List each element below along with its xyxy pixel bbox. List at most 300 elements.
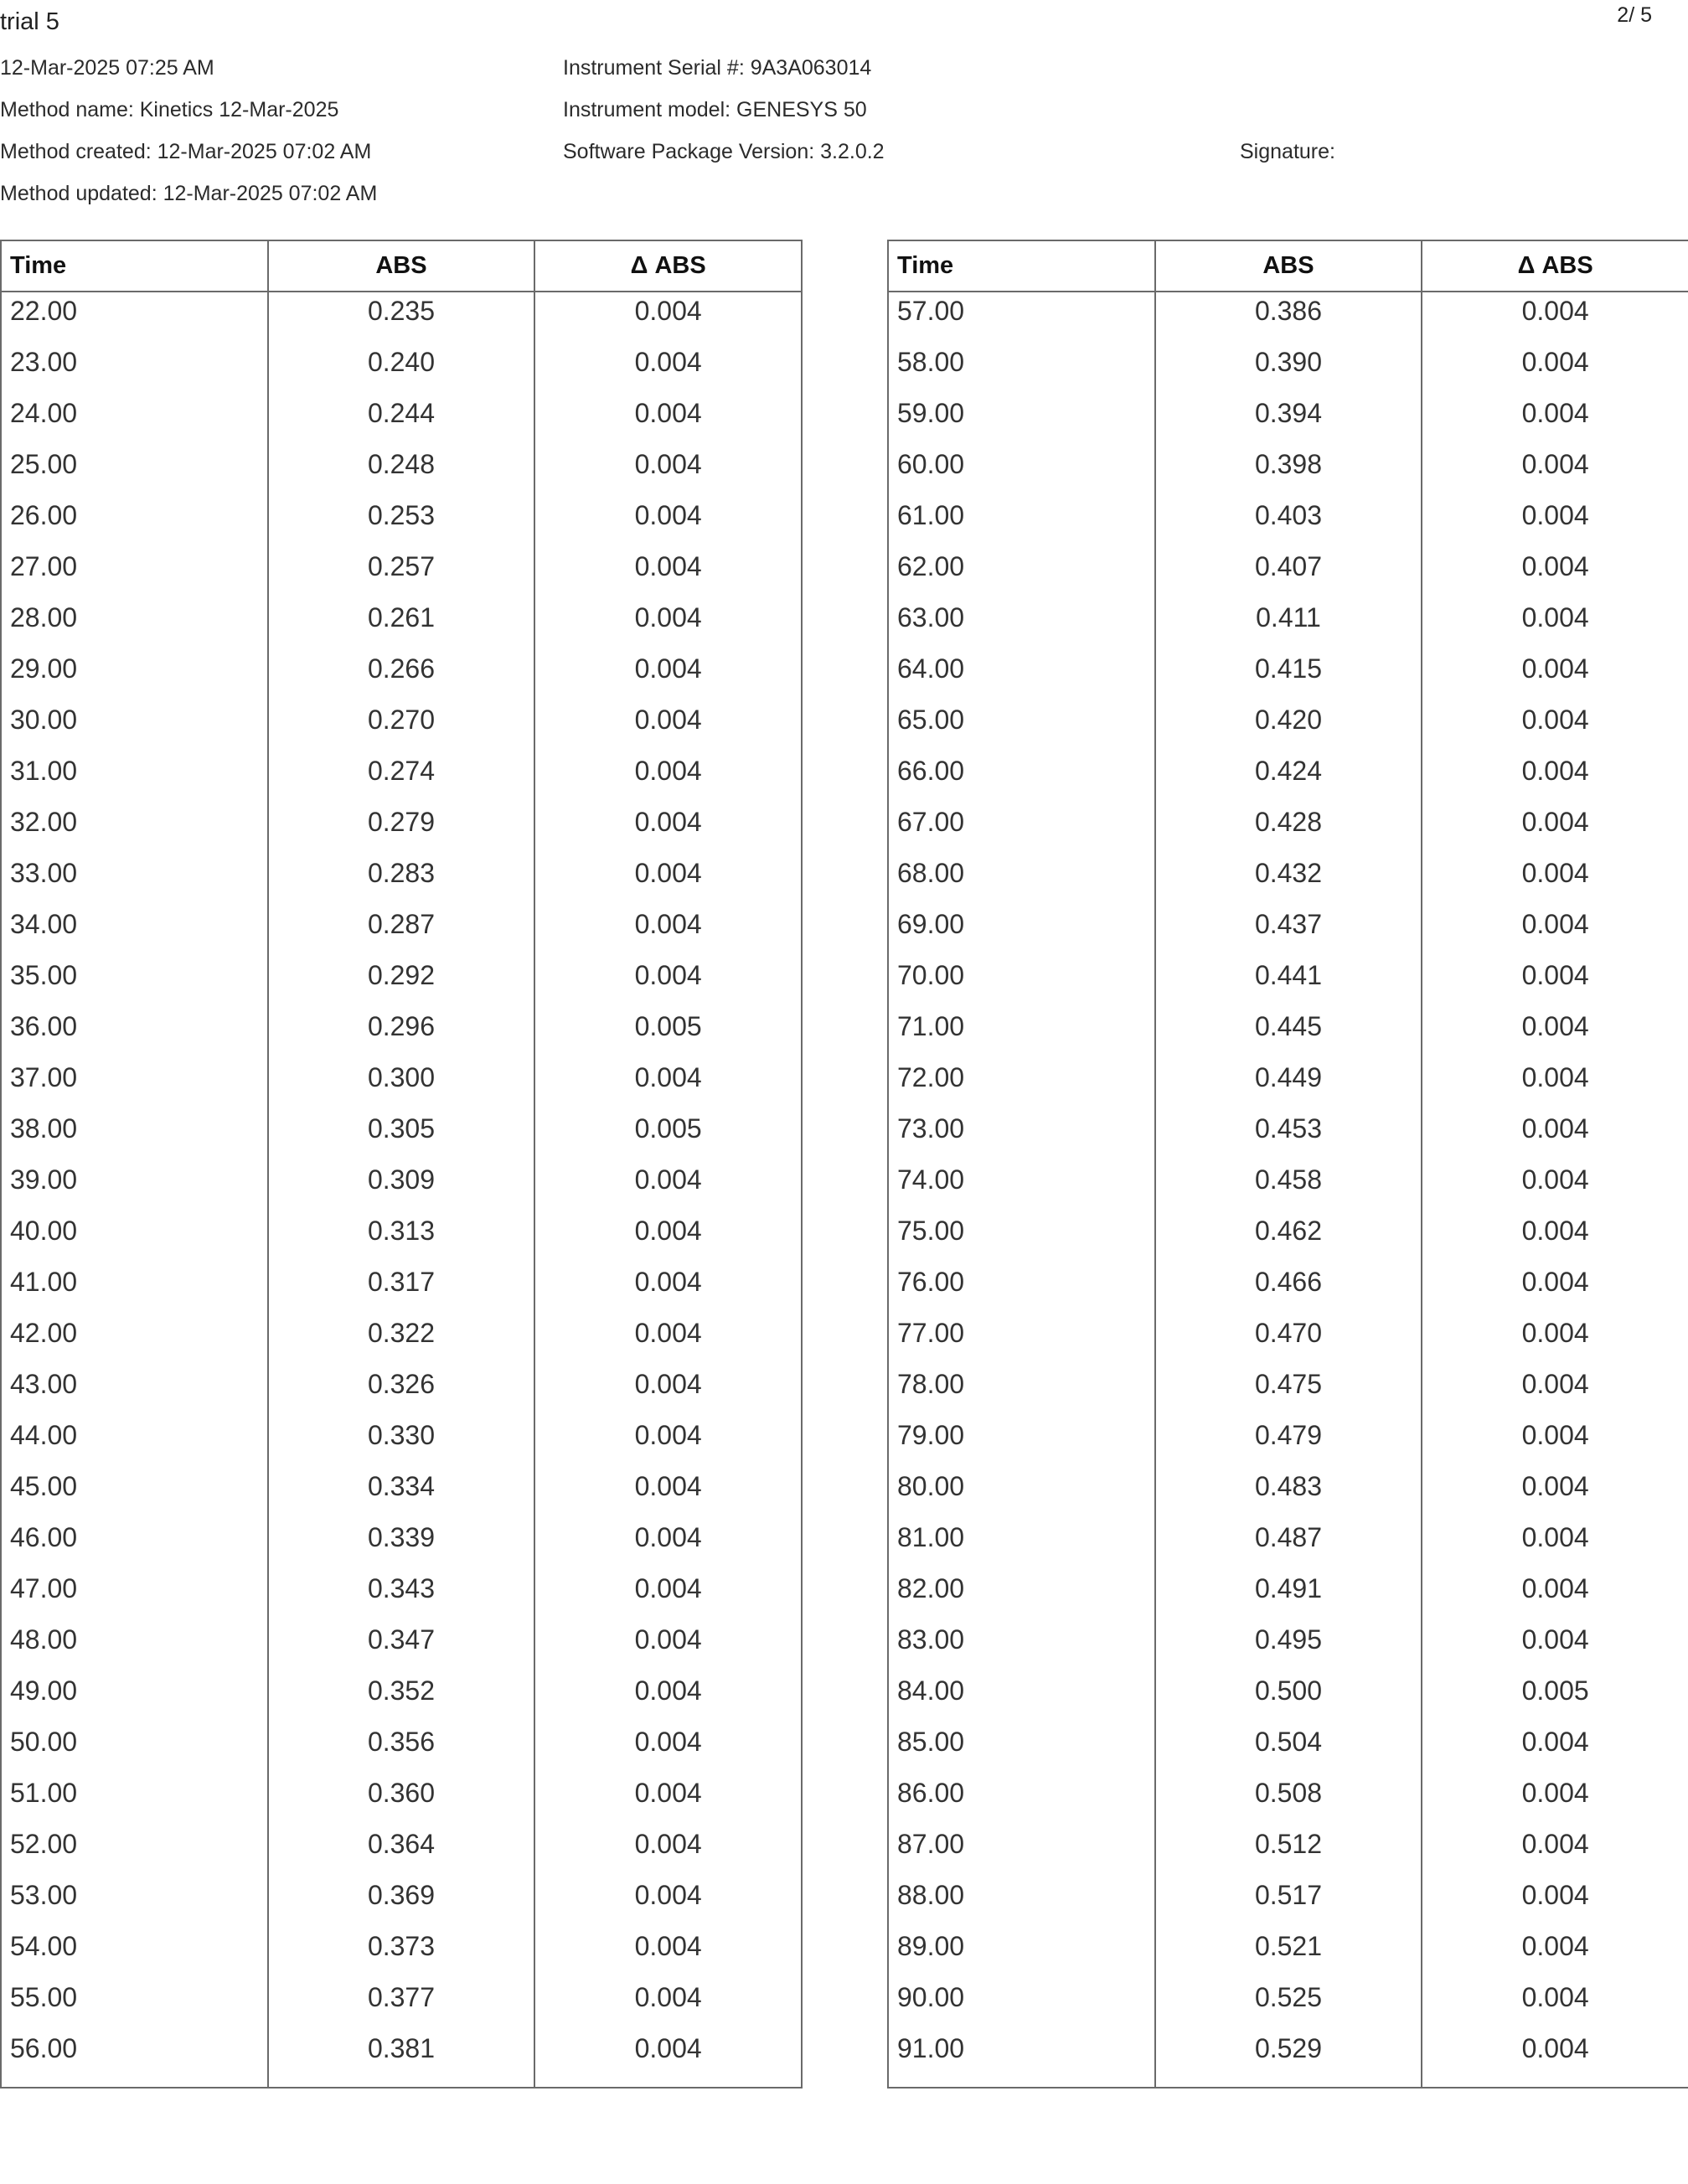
table-row: [888, 1979, 1688, 2030]
cell-delta-abs: 0.004: [634, 500, 702, 530]
cell-time: 52.00: [1, 1825, 268, 1877]
cell-abs: 0.257: [268, 548, 535, 599]
cell-abs: 0.386: [1155, 292, 1422, 343]
cell-delta-abs: 0.004: [634, 1778, 702, 1808]
cell-delta-abs: 0.004: [1521, 296, 1589, 326]
cell-delta-abs: 0.005: [634, 1011, 702, 1041]
table-row: [888, 1008, 1688, 1059]
cell-delta-abs: 0.004: [634, 858, 702, 888]
table-row: [888, 1212, 1688, 1263]
cell-time: 61.00: [888, 497, 1155, 548]
table-row: [1, 957, 802, 1008]
cell-time: 56.00: [1, 2030, 268, 2088]
cell-time: 74.00: [888, 1161, 1155, 1212]
cell-time: 28.00: [1, 599, 268, 650]
cell-delta-abs: 0.004: [1521, 1931, 1589, 1961]
table-row: [888, 1366, 1688, 1417]
cell-time: 38.00: [1, 1110, 268, 1161]
cell-abs: 0.415: [1155, 650, 1422, 701]
cell-time: 88.00: [888, 1877, 1155, 1928]
cell-abs: 0.390: [1155, 343, 1422, 395]
cell-delta-abs: 0.004: [1521, 602, 1589, 632]
cell-delta-abs: 0.004: [1521, 347, 1589, 377]
method-info: [0, 47, 377, 214]
data-table-left: [0, 240, 803, 2088]
cell-delta-abs: 0.004: [1521, 1369, 1589, 1399]
table-row: [1, 1774, 802, 1825]
cell-delta-abs: 0.004: [634, 1982, 702, 2012]
table-row: [888, 650, 1688, 701]
table-row: [1, 1263, 802, 1314]
cell-time: 54.00: [1, 1928, 268, 1979]
cell-abs: 0.483: [1155, 1468, 1422, 1519]
table-row: [1, 1519, 802, 1570]
cell-delta-abs: 0.004: [1521, 449, 1589, 479]
cell-abs: 0.517: [1155, 1877, 1422, 1928]
cell-delta-abs: 0.004: [634, 705, 702, 735]
cell-abs: 0.313: [268, 1212, 535, 1263]
table-row: [888, 1621, 1688, 1672]
cell-time: 31.00: [1, 752, 268, 803]
cell-time: 34.00: [1, 906, 268, 957]
cell-time: 57.00: [888, 292, 1155, 343]
table-row: [1, 343, 802, 395]
cell-time: 24.00: [1, 395, 268, 446]
cell-delta-abs: 0.005: [1521, 1675, 1589, 1706]
page-number: 2/ 5: [1617, 3, 1652, 27]
cell-time: 91.00: [888, 2030, 1155, 2088]
table-row: [1, 497, 802, 548]
cell-delta-abs: 0.004: [634, 1727, 702, 1757]
table-row: [888, 599, 1688, 650]
cell-delta-abs: 0.004: [634, 602, 702, 632]
software-version: Software Package Version: 3.2.0.2: [563, 140, 885, 163]
cell-abs: 0.508: [1155, 1774, 1422, 1825]
cell-time: 89.00: [888, 1928, 1155, 1979]
cell-delta-abs: 0.004: [1521, 1778, 1589, 1808]
table-row: [888, 1161, 1688, 1212]
cell-delta-abs: 0.004: [1521, 1880, 1589, 1910]
cell-abs: 0.470: [1155, 1314, 1422, 1366]
table-row: [1, 1621, 802, 1672]
table-row: [888, 1110, 1688, 1161]
table-row: [888, 1519, 1688, 1570]
table-row: [1, 1110, 802, 1161]
cell-delta-abs: 0.004: [634, 1471, 702, 1501]
cell-delta-abs: 0.004: [1521, 1216, 1589, 1246]
table-row: [888, 752, 1688, 803]
cell-abs: 0.235: [268, 292, 535, 343]
cell-abs: 0.466: [1155, 1263, 1422, 1314]
cell-time: 48.00: [1, 1621, 268, 1672]
column-header-abs: ABS: [268, 240, 535, 292]
cell-time: 51.00: [1, 1774, 268, 1825]
cell-delta-abs: 0.004: [1521, 807, 1589, 837]
cell-abs: 0.287: [268, 906, 535, 957]
cell-time: 40.00: [1, 1212, 268, 1263]
cell-delta-abs: 0.004: [1521, 551, 1589, 581]
cell-delta-abs: 0.004: [634, 398, 702, 428]
cell-delta-abs: 0.004: [1521, 2033, 1589, 2063]
cell-abs: 0.441: [1155, 957, 1422, 1008]
table-row: [1, 1008, 802, 1059]
cell-delta-abs: 0.004: [634, 2033, 702, 2063]
cell-abs: 0.339: [268, 1519, 535, 1570]
cell-time: 32.00: [1, 803, 268, 854]
cell-time: 39.00: [1, 1161, 268, 1212]
cell-abs: 0.424: [1155, 752, 1422, 803]
table-row: [1, 1161, 802, 1212]
cell-time: 90.00: [888, 1979, 1155, 2030]
table-row: [1, 1979, 802, 2030]
table-row: [888, 1723, 1688, 1774]
cell-time: 67.00: [888, 803, 1155, 854]
cell-delta-abs: 0.004: [1521, 1267, 1589, 1297]
table-row: [888, 2030, 1688, 2088]
cell-abs: 0.240: [268, 343, 535, 395]
cell-delta-abs: 0.004: [1521, 960, 1589, 990]
cell-abs: 0.360: [268, 1774, 535, 1825]
cell-delta-abs: 0.004: [634, 1216, 702, 1246]
cell-time: 47.00: [1, 1570, 268, 1621]
cell-time: 43.00: [1, 1366, 268, 1417]
cell-delta-abs: 0.004: [634, 653, 702, 684]
cell-abs: 0.364: [268, 1825, 535, 1877]
cell-abs: 0.512: [1155, 1825, 1422, 1877]
cell-delta-abs: 0.004: [1521, 1471, 1589, 1501]
table-row: [1, 1059, 802, 1110]
cell-time: 29.00: [1, 650, 268, 701]
table-row: [888, 343, 1688, 395]
cell-abs: 0.475: [1155, 1366, 1422, 1417]
cell-time: 27.00: [1, 548, 268, 599]
table-row: [1, 292, 802, 343]
cell-time: 22.00: [1, 292, 268, 343]
cell-abs: 0.411: [1155, 599, 1422, 650]
cell-time: 25.00: [1, 446, 268, 497]
cell-delta-abs: 0.004: [1521, 1062, 1589, 1092]
table-row: [888, 1672, 1688, 1723]
cell-delta-abs: 0.004: [634, 1931, 702, 1961]
cell-delta-abs: 0.004: [1521, 1727, 1589, 1757]
cell-delta-abs: 0.004: [634, 347, 702, 377]
signature-block: [1240, 131, 1335, 173]
cell-time: 41.00: [1, 1263, 268, 1314]
cell-abs: 0.352: [268, 1672, 535, 1723]
cell-delta-abs: 0.004: [634, 756, 702, 786]
cell-time: 45.00: [1, 1468, 268, 1519]
table-row: [1, 1417, 802, 1468]
cell-abs: 0.449: [1155, 1059, 1422, 1110]
cell-abs: 0.253: [268, 497, 535, 548]
cell-delta-abs: 0.005: [634, 1113, 702, 1144]
cell-abs: 0.437: [1155, 906, 1422, 957]
method-created: Method created: 12-Mar-2025 07:02 AM: [0, 140, 372, 163]
cell-time: 66.00: [888, 752, 1155, 803]
cell-time: 36.00: [1, 1008, 268, 1059]
cell-abs: 0.274: [268, 752, 535, 803]
cell-abs: 0.347: [268, 1621, 535, 1672]
cell-abs: 0.377: [268, 1979, 535, 2030]
cell-time: 44.00: [1, 1417, 268, 1468]
instrument-model: Instrument model: GENESYS 50: [563, 98, 867, 121]
cell-abs: 0.322: [268, 1314, 535, 1366]
table-row: [1, 906, 802, 957]
cell-time: 72.00: [888, 1059, 1155, 1110]
table-row: [888, 803, 1688, 854]
cell-delta-abs: 0.004: [634, 296, 702, 326]
cell-delta-abs: 0.004: [634, 1573, 702, 1603]
table-row: [1, 1825, 802, 1877]
cell-delta-abs: 0.004: [1521, 1420, 1589, 1450]
cell-delta-abs: 0.004: [1521, 858, 1589, 888]
table-row: [1, 1877, 802, 1928]
cell-time: 26.00: [1, 497, 268, 548]
column-header-time: Time: [1, 240, 268, 292]
cell-delta-abs: 0.004: [634, 1369, 702, 1399]
method-name: Method name: Kinetics 12-Mar-2025: [0, 98, 339, 121]
cell-delta-abs: 0.004: [634, 449, 702, 479]
cell-abs: 0.292: [268, 957, 535, 1008]
cell-time: 69.00: [888, 906, 1155, 957]
table-row: [1, 1366, 802, 1417]
report-datetime: 12-Mar-2025 07:25 AM: [0, 56, 214, 80]
table-row: [888, 1059, 1688, 1110]
cell-abs: 0.462: [1155, 1212, 1422, 1263]
table-row: [1, 803, 802, 854]
table-row: [1, 446, 802, 497]
cell-delta-abs: 0.004: [634, 1420, 702, 1450]
cell-delta-abs: 0.004: [634, 1624, 702, 1655]
cell-time: 83.00: [888, 1621, 1155, 1672]
cell-time: 59.00: [888, 395, 1155, 446]
cell-abs: 0.479: [1155, 1417, 1422, 1468]
cell-abs: 0.529: [1155, 2030, 1422, 2088]
table-row: [888, 701, 1688, 752]
cell-abs: 0.500: [1155, 1672, 1422, 1723]
instrument-info: [563, 47, 885, 173]
cell-abs: 0.453: [1155, 1110, 1422, 1161]
table-row: [1, 1314, 802, 1366]
cell-time: 33.00: [1, 854, 268, 906]
cell-abs: 0.373: [268, 1928, 535, 1979]
cell-abs: 0.420: [1155, 701, 1422, 752]
cell-delta-abs: 0.004: [634, 909, 702, 939]
table-body: [888, 292, 1688, 2088]
cell-time: 23.00: [1, 343, 268, 395]
cell-abs: 0.491: [1155, 1570, 1422, 1621]
cell-delta-abs: 0.004: [1521, 909, 1589, 939]
cell-abs: 0.283: [268, 854, 535, 906]
cell-time: 77.00: [888, 1314, 1155, 1366]
cell-time: 71.00: [888, 1008, 1155, 1059]
cell-delta-abs: 0.004: [1521, 1624, 1589, 1655]
cell-time: 75.00: [888, 1212, 1155, 1263]
cell-abs: 0.317: [268, 1263, 535, 1314]
cell-delta-abs: 0.004: [1521, 653, 1589, 684]
cell-abs: 0.356: [268, 1723, 535, 1774]
cell-abs: 0.279: [268, 803, 535, 854]
cell-delta-abs: 0.004: [1521, 756, 1589, 786]
table-header-row: [888, 240, 1688, 292]
cell-time: 79.00: [888, 1417, 1155, 1468]
cell-abs: 0.248: [268, 446, 535, 497]
cell-delta-abs: 0.004: [1521, 1113, 1589, 1144]
instrument-serial: Instrument Serial #: 9A3A063014: [563, 56, 872, 80]
report-title: trial 5: [0, 8, 59, 35]
table-row: [888, 395, 1688, 446]
cell-time: 70.00: [888, 957, 1155, 1008]
table-header-row: [1, 240, 802, 292]
cell-time: 42.00: [1, 1314, 268, 1366]
table-row: [888, 446, 1688, 497]
cell-time: 76.00: [888, 1263, 1155, 1314]
table-row: [1, 599, 802, 650]
column-header-delta-abs: Δ ABS: [1422, 240, 1688, 292]
cell-time: 78.00: [888, 1366, 1155, 1417]
cell-time: 46.00: [1, 1519, 268, 1570]
table-row: [1, 1468, 802, 1519]
table-row: [1, 2030, 802, 2088]
cell-abs: 0.428: [1155, 803, 1422, 854]
table-row: [888, 292, 1688, 343]
cell-delta-abs: 0.004: [1521, 1522, 1589, 1552]
cell-delta-abs: 0.004: [634, 1829, 702, 1859]
cell-delta-abs: 0.004: [634, 1318, 702, 1348]
cell-time: 55.00: [1, 1979, 268, 2030]
cell-delta-abs: 0.004: [1521, 500, 1589, 530]
method-updated: Method updated: 12-Mar-2025 07:02 AM: [0, 182, 378, 205]
cell-time: 49.00: [1, 1672, 268, 1723]
cell-time: 86.00: [888, 1774, 1155, 1825]
table-row: [888, 906, 1688, 957]
table-row: [888, 1877, 1688, 1928]
cell-delta-abs: 0.004: [634, 1880, 702, 1910]
cell-abs: 0.381: [268, 2030, 535, 2088]
cell-delta-abs: 0.004: [634, 1267, 702, 1297]
cell-abs: 0.403: [1155, 497, 1422, 548]
cell-time: 37.00: [1, 1059, 268, 1110]
cell-time: 87.00: [888, 1825, 1155, 1877]
table-row: [888, 1570, 1688, 1621]
table-row: [888, 854, 1688, 906]
cell-delta-abs: 0.004: [1521, 1573, 1589, 1603]
cell-abs: 0.432: [1155, 854, 1422, 906]
cell-delta-abs: 0.004: [634, 1522, 702, 1552]
column-header-time: Time: [888, 240, 1155, 292]
cell-time: 82.00: [888, 1570, 1155, 1621]
cell-delta-abs: 0.004: [634, 960, 702, 990]
table-row: [1, 650, 802, 701]
table-row: [888, 1825, 1688, 1877]
table-row: [1, 701, 802, 752]
table-row: [888, 1417, 1688, 1468]
table-row: [1, 1672, 802, 1723]
table-row: [1, 1723, 802, 1774]
table-row: [888, 497, 1688, 548]
cell-delta-abs: 0.004: [634, 1164, 702, 1195]
cell-abs: 0.309: [268, 1161, 535, 1212]
cell-abs: 0.525: [1155, 1979, 1422, 2030]
table-row: [888, 1468, 1688, 1519]
table-row: [888, 548, 1688, 599]
cell-time: 35.00: [1, 957, 268, 1008]
table-row: [1, 854, 802, 906]
cell-time: 50.00: [1, 1723, 268, 1774]
cell-abs: 0.261: [268, 599, 535, 650]
cell-time: 53.00: [1, 1877, 268, 1928]
cell-abs: 0.394: [1155, 395, 1422, 446]
cell-time: 30.00: [1, 701, 268, 752]
table-row: [1, 1570, 802, 1621]
cell-abs: 0.495: [1155, 1621, 1422, 1672]
cell-abs: 0.487: [1155, 1519, 1422, 1570]
cell-abs: 0.300: [268, 1059, 535, 1110]
data-table-right: [887, 240, 1688, 2088]
table-row: [888, 957, 1688, 1008]
table-row: [1, 1928, 802, 1979]
table-row: [888, 1314, 1688, 1366]
table-body: [1, 292, 802, 2088]
cell-time: 73.00: [888, 1110, 1155, 1161]
cell-abs: 0.458: [1155, 1161, 1422, 1212]
cell-time: 80.00: [888, 1468, 1155, 1519]
cell-abs: 0.504: [1155, 1723, 1422, 1774]
cell-time: 63.00: [888, 599, 1155, 650]
table-row: [1, 752, 802, 803]
cell-time: 85.00: [888, 1723, 1155, 1774]
cell-time: 62.00: [888, 548, 1155, 599]
cell-time: 58.00: [888, 343, 1155, 395]
cell-time: 64.00: [888, 650, 1155, 701]
table-row: [1, 1212, 802, 1263]
cell-abs: 0.369: [268, 1877, 535, 1928]
cell-abs: 0.296: [268, 1008, 535, 1059]
cell-abs: 0.330: [268, 1417, 535, 1468]
cell-delta-abs: 0.004: [1521, 1011, 1589, 1041]
table-row: [1, 548, 802, 599]
cell-delta-abs: 0.004: [634, 807, 702, 837]
signature-label: Signature:: [1240, 140, 1335, 163]
cell-abs: 0.326: [268, 1366, 535, 1417]
cell-time: 68.00: [888, 854, 1155, 906]
table-row: [888, 1774, 1688, 1825]
table-row: [888, 1928, 1688, 1979]
cell-delta-abs: 0.004: [634, 551, 702, 581]
cell-delta-abs: 0.004: [634, 1675, 702, 1706]
column-header-abs: ABS: [1155, 240, 1422, 292]
cell-abs: 0.407: [1155, 548, 1422, 599]
cell-time: 81.00: [888, 1519, 1155, 1570]
cell-abs: 0.343: [268, 1570, 535, 1621]
cell-abs: 0.398: [1155, 446, 1422, 497]
cell-delta-abs: 0.004: [1521, 398, 1589, 428]
cell-delta-abs: 0.004: [1521, 1318, 1589, 1348]
cell-time: 65.00: [888, 701, 1155, 752]
cell-abs: 0.266: [268, 650, 535, 701]
cell-delta-abs: 0.004: [1521, 1164, 1589, 1195]
cell-abs: 0.305: [268, 1110, 535, 1161]
cell-abs: 0.244: [268, 395, 535, 446]
cell-delta-abs: 0.004: [1521, 705, 1589, 735]
table-row: [1, 395, 802, 446]
cell-abs: 0.521: [1155, 1928, 1422, 1979]
column-header-delta-abs: Δ ABS: [534, 240, 802, 292]
cell-delta-abs: 0.004: [1521, 1829, 1589, 1859]
cell-time: 84.00: [888, 1672, 1155, 1723]
cell-time: 60.00: [888, 446, 1155, 497]
table-row: [888, 1263, 1688, 1314]
